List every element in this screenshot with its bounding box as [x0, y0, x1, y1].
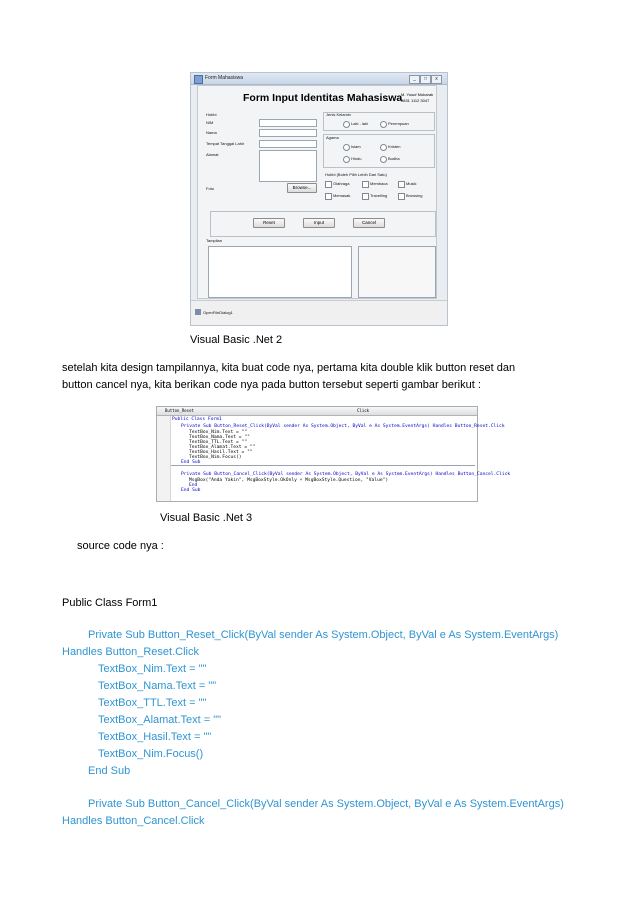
- ttl-textbox[interactable]: [259, 140, 317, 148]
- code-editor-screenshot: [156, 406, 511, 502]
- check-musik[interactable]: [398, 181, 405, 188]
- code-listing-line: TextBox_TTL.Text = "": [98, 697, 207, 709]
- radio-islam-label: Islam: [351, 144, 361, 149]
- reset-button[interactable]: Reset: [253, 218, 285, 228]
- code-listing-line: Private Sub Button_Reset_Click(ByVal sender As System.Object, ByVal e As System.EventArgs): [88, 629, 559, 641]
- tray-item-openfiledialog[interactable]: OpenFileDialog1: [203, 310, 233, 315]
- code-listing-line: TextBox_Nim.Focus(): [98, 748, 204, 760]
- nama-textbox[interactable]: [259, 129, 317, 137]
- check-browsing-label: Browsing: [406, 193, 423, 198]
- input-button[interactable]: Input: [303, 218, 335, 228]
- code-line: End: [189, 483, 198, 488]
- agama-group: [323, 134, 435, 168]
- label-nama: Nama: [206, 130, 217, 135]
- code-line: TextBox_TTL.Text = "": [189, 440, 248, 445]
- caption-figure-2: Visual Basic .Net 2: [190, 334, 283, 346]
- check-travelling[interactable]: [362, 193, 369, 200]
- code-listing-line: Handles Button_Cancel.Click: [62, 815, 205, 827]
- minimize-button[interactable]: _: [409, 75, 420, 84]
- paragraph-line-2: button cancel nya, kita berikan code nya pada button tersebut seperti gambar berikut :: [62, 379, 481, 391]
- code-line: Private Sub Button_Cancel_Click(ByVal sender As System.Object, ByVal e As System.EventArgs) Handles Button_Cancel.Click: [181, 472, 511, 477]
- check-memasak[interactable]: [325, 193, 332, 200]
- code-listing-line: Public Class Form1: [62, 597, 158, 609]
- code-listing-line: TextBox_Alamat.Text = "": [98, 714, 222, 726]
- code-line: TextBox_Hasil.Text = "": [189, 450, 253, 455]
- radio-budha-label: Budha: [388, 156, 400, 161]
- author-block: [401, 92, 433, 104]
- code-listing-line: Private Sub Button_Cancel_Click(ByVal sender As System.Object, ByVal e As System.EventArgs): [88, 798, 564, 810]
- label-foto: Foto: [206, 186, 215, 191]
- window-title: Form Mahasiswa: [205, 75, 244, 81]
- code-line: TextBox_Alamat.Text = "": [189, 445, 256, 450]
- radio-islam[interactable]: [343, 144, 350, 151]
- source-code-label: source code nya :: [77, 540, 164, 552]
- code-line: TextBox_Nama.Text = "": [189, 435, 250, 440]
- form-designer-screenshot: [190, 72, 448, 326]
- label-hobbi: Hobbi: [206, 112, 217, 117]
- code-line-text: Public Class Form1: [172, 417, 222, 422]
- radio-hindu[interactable]: [343, 156, 350, 163]
- agama-title: Agama: [326, 135, 339, 140]
- code-listing-line: End Sub: [88, 765, 131, 777]
- foto-picturebox: [358, 246, 436, 298]
- event-dropdown[interactable]: Click: [349, 407, 477, 416]
- component-tray: [191, 300, 447, 325]
- maximize-button[interactable]: □: [420, 75, 431, 84]
- check-browsing[interactable]: [398, 193, 405, 200]
- check-musik-label: Musik: [406, 181, 417, 186]
- code-line: Private Sub Button_Reset_Click(ByVal sender As System.Object, ByVal e As System.EventArgs) Handles Button_Reset.Click: [181, 424, 505, 429]
- alamat-textbox[interactable]: [259, 150, 317, 182]
- code-line: MsgBox("Anda Yakin", MsgBoxStyle.OkOnly + MsgBoxStyle.Question, "Value"): [189, 478, 389, 483]
- code-listing-line: Handles Button_Reset.Click: [62, 646, 199, 658]
- openfiledialog-icon: [195, 309, 201, 315]
- radio-laki-label: Laki - laki: [351, 121, 368, 126]
- object-dropdown[interactable]: Button_Reset: [157, 407, 355, 416]
- hobbi-group-title: Hobbi (Boleh Pilih Lebih Dari Satu): [325, 172, 387, 177]
- cancel-button[interactable]: Cancel: [353, 218, 385, 228]
- radio-perempuan-label: Perempuan: [388, 121, 409, 126]
- code-listing-line: TextBox_Hasil.Text = "": [98, 731, 212, 743]
- label-tampilan: Tampilan: [206, 238, 223, 243]
- code-listing-line: TextBox_Nama.Text = "": [98, 680, 217, 692]
- code-line: End Sub: [181, 460, 201, 465]
- radio-kristen[interactable]: [380, 144, 387, 151]
- browse-button[interactable]: Browse...: [287, 183, 317, 193]
- caption-figure-3: Visual Basic .Net 3: [160, 512, 253, 524]
- author-name: M. Yusuf Mubarak: [401, 92, 434, 97]
- code-line: End Sub: [181, 488, 201, 493]
- window-titlebar: [191, 73, 447, 85]
- check-olahraga-label: Olahraga: [333, 181, 350, 186]
- editor-gutter: [157, 416, 171, 501]
- label-alamat: Alamat: [206, 152, 219, 157]
- code-line: TextBox_Nim.Text = "": [189, 430, 248, 435]
- check-membaca[interactable]: [362, 181, 369, 188]
- form-title: Form Input Identitas Mahasiswa: [243, 92, 403, 104]
- radio-laki[interactable]: [343, 121, 350, 128]
- check-memasak-label: Memasak: [333, 193, 351, 198]
- close-button[interactable]: x: [431, 75, 442, 84]
- tampilan-textbox[interactable]: [208, 246, 352, 298]
- label-ttl: Tempat Tanggal Lahir: [206, 141, 245, 146]
- method-separator: [171, 465, 475, 466]
- check-membaca-label: Membaca: [370, 181, 388, 186]
- form-body: [197, 85, 437, 299]
- code-listing-line: TextBox_Nim.Text = "": [98, 663, 207, 675]
- code-line: [172, 417, 222, 422]
- nim-textbox[interactable]: [259, 119, 317, 127]
- radio-budha[interactable]: [380, 156, 387, 163]
- check-olahraga[interactable]: [325, 181, 332, 188]
- radio-hindu-label: Hindu: [351, 156, 362, 161]
- radio-perempuan[interactable]: [380, 121, 387, 128]
- paragraph-line-1: setelah kita design tampilannya, kita buat code nya, pertama kita double klik button reset dan: [62, 362, 516, 374]
- form-icon: [194, 75, 203, 84]
- check-travelling-label: Travelling: [370, 193, 388, 198]
- jenis-kelamin-title: Jenis Kelamin: [326, 112, 351, 117]
- author-id: 0831 1112 3047: [401, 98, 430, 103]
- label-nim: NIM: [206, 120, 214, 125]
- code-line: TextBox_Nim.Focus(): [189, 455, 242, 460]
- radio-kristen-label: Kristen: [388, 144, 401, 149]
